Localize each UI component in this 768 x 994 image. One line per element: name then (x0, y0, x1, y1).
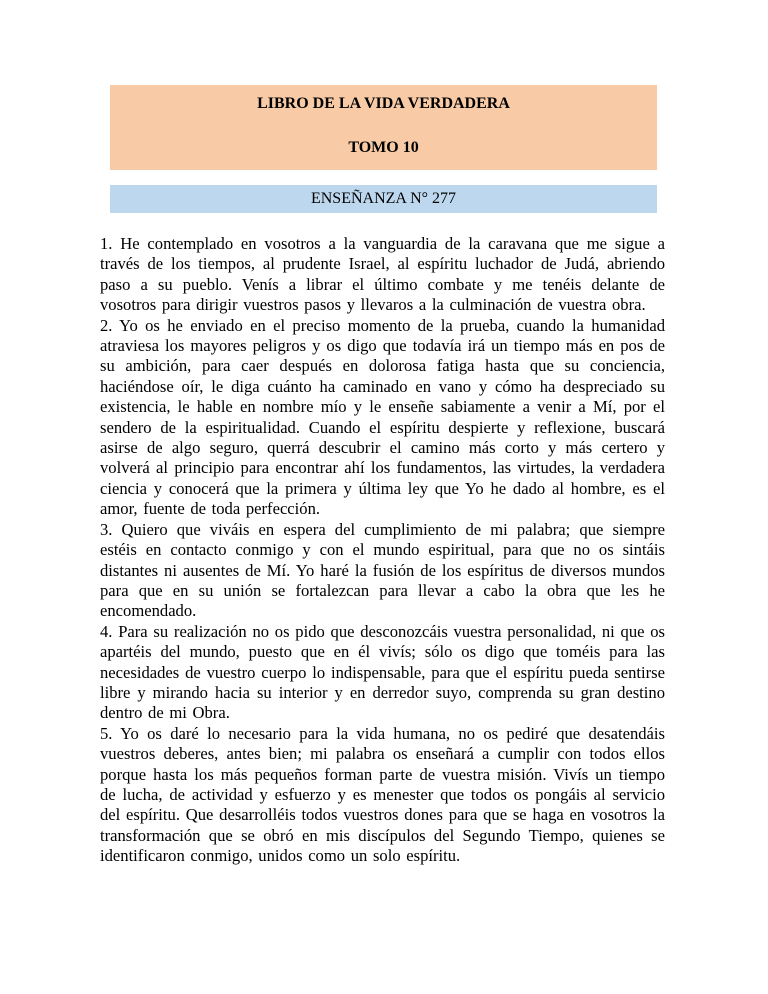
volume-title: TOMO 10 (348, 139, 419, 156)
paragraph-2: 2. Yo os he enviado en el preciso momento de la prueba, cuando la humanidad atraviesa los mayores peligros y os digo que todavía irá un tiempo más en pos de su ambición, para caer después en dolorosa fatiga hasta que su conciencia, haciéndose oír, le diga cuánto ha caminado en vano y cómo ha despreciado su existencia, le hable en nombre mío y le enseñe sabiamente a venir a Mí, por el sendero de la espiritualidad. Cuando el espíritu despierte y reflexione, buscará asirse de algo seguro, querrá descubrir el camino más corto y más certero y volverá al principio para encontrar ahí los fundamentos, las virtudes, la verdadera ciencia y conocerá que la primera y última ley que Yo he dado al hombre, es el amor, fuente de toda perfección. (100, 315, 665, 519)
paragraph-3: 3. Quiero que viváis en espera del cumplimiento de mi palabra; que siempre estéis en contacto conmigo y con el mundo espiritual, para que no os sintáis distantes ni ausentes de Mí. Yo haré la fusión de los espíritus de diversos mundos para que en su unión se fortalezcan para llevar a cabo la obra que les he encomendado. (100, 519, 665, 621)
lesson-banner (110, 185, 657, 213)
document-body (100, 234, 665, 867)
paragraph-4: 4. Para su realización no os pido que desconozcáis vuestra personalidad, ni que os apartéis del mundo, puesto que en él vivís; sólo os digo que toméis para las necesidades de vuestro cuerpo lo indispensable, para que el espíritu pueda sentirse libre y mirando hacia su interior y en derredor suyo, comprenda su gran destino dentro de mi Obra. (100, 621, 665, 723)
document-header (100, 85, 665, 213)
paragraph-5: 5. Yo os daré lo necesario para la vida humana, no os pediré que desatendáis vuestros deberes, antes bien; mi palabra os enseñará a cumplir con todos ellos porque hasta los más pequeños forman parte de vuestra misión. Vivís un tiempo de lucha, de actividad y esfuerzo y es menester que todos os pongáis al servicio del espíritu. Que desarrolléis todos vuestros dones para que se haga en vosotros la transformación que se obró en mis discípulos del Segundo Tiempo, quienes se identificaron conmigo, unidos como un solo espíritu. (100, 723, 665, 866)
title-banner (110, 85, 657, 170)
book-title: LIBRO DE LA VIDA VERDADERA (257, 95, 510, 112)
lesson-title: ENSEÑANZA N° 277 (310, 190, 457, 207)
paragraph-1: 1. He contemplado en vosotros a la vanguardia de la caravana que me sigue a través de los tiempos, al prudente Israel, al espíritu luchador de Judá, abriendo paso a su pueblo. Venís a librar el último combate y me tenéis delante de vosotros para dirigir vuestros pasos y llevaros a la culminación de vuestra obra. (100, 234, 665, 315)
